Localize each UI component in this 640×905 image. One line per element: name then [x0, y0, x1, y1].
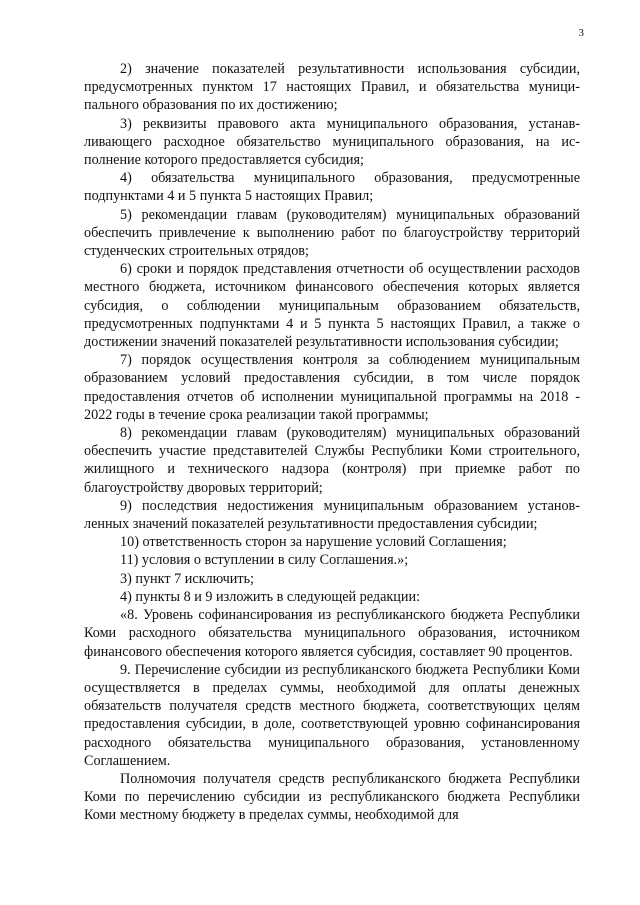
- paragraph: 4) пункты 8 и 9 изложить в следующей редакции:: [120, 588, 421, 605]
- paragraph: «8. Уровень софинансирования из республиканского бюджета Республики Коми расходного обязательства муниципального образования, источником финансового обеспечения которого является субсидия, составляет 90 процентов.: [84, 607, 580, 660]
- paragraph: 3) пункт 7 исключить;: [120, 570, 254, 587]
- paragraph: 10) ответственность сторон за нарушение условий Соглашения;: [120, 534, 507, 551]
- paragraph: 5) рекомендации главам (руководителям) муниципальных образований обеспечить привлечение к выполнению работ по благоустройству территорий студенческих строительных отрядов;: [84, 206, 580, 260]
- paragraph: 9) последствия недостижения муниципальным образованием установленных значений показателей результативности предоставления субсидии;: [84, 497, 580, 533]
- paragraph: 2) значение показателей результативности использования субсидии, предусмотренных пунктом 17 настоящих Правил, и обязательства муниципального образования по их достижению;: [84, 61, 580, 114]
- paragraph: 4) обязательства муниципального образования, предусмотренные подпунктами 4 и 5 пункта 5 настоящих Правил;: [84, 170, 580, 205]
- paragraph: 3) реквизиты правового акта муниципального образования, устанавливающего расходное обязательство муниципального образования, на исполнение которого предоставляется субсидия;: [84, 115, 580, 169]
- paragraph: 7) порядок осуществления контроля за соблюдением муниципальным образованием условий предоставления субсидии, в том числе порядок предоставления отчетов об исполнении муниципальной программы на 2018 - 2022 годы в течение срока реализации такой программы;: [84, 352, 580, 423]
- paragraph: 11) условия о вступлении в силу Соглашения.»;: [120, 552, 409, 569]
- paragraph: Полномочия получателя средств республиканского бюджета Республики Коми по перечислению субсидии из республиканского бюджета Республики Коми местному бюджету в пределах суммы, необходимой для: [84, 770, 580, 824]
- paragraph: 6) сроки и порядок представления отчетности об осуществлении расходов местного бюджета, источником финансового обеспечения которых является субсидия, о соблюдении муниципальным образованием обязательств, предусмотренных подпунктами 4 и 5 пункта 5 настоящих Правил, а также о достижении значений показателей результативности использования субсидии;: [84, 261, 580, 351]
- page-number: 3: [578, 27, 584, 39]
- document-body: [84, 60, 580, 825]
- paragraph: 9. Перечисление субсидии из республиканского бюджета Республики Коми осуществляется в пределах суммы, необходимой для оплаты денежных обязательств получателя средств местного бюджета, соответствующих целям предоставления субсидии, в доле, соответствующей уровню софинансирования расходного обязательства муниципального образования, установленному Соглашением.: [84, 661, 580, 769]
- paragraph: 8) рекомендации главам (руководителям) муниципальных образований обеспечить участие представителей Службы Республики Коми строительного, жилищного и технического надзора (контроля) при приемке работ по благоустройству дворовых территорий;: [84, 425, 580, 496]
